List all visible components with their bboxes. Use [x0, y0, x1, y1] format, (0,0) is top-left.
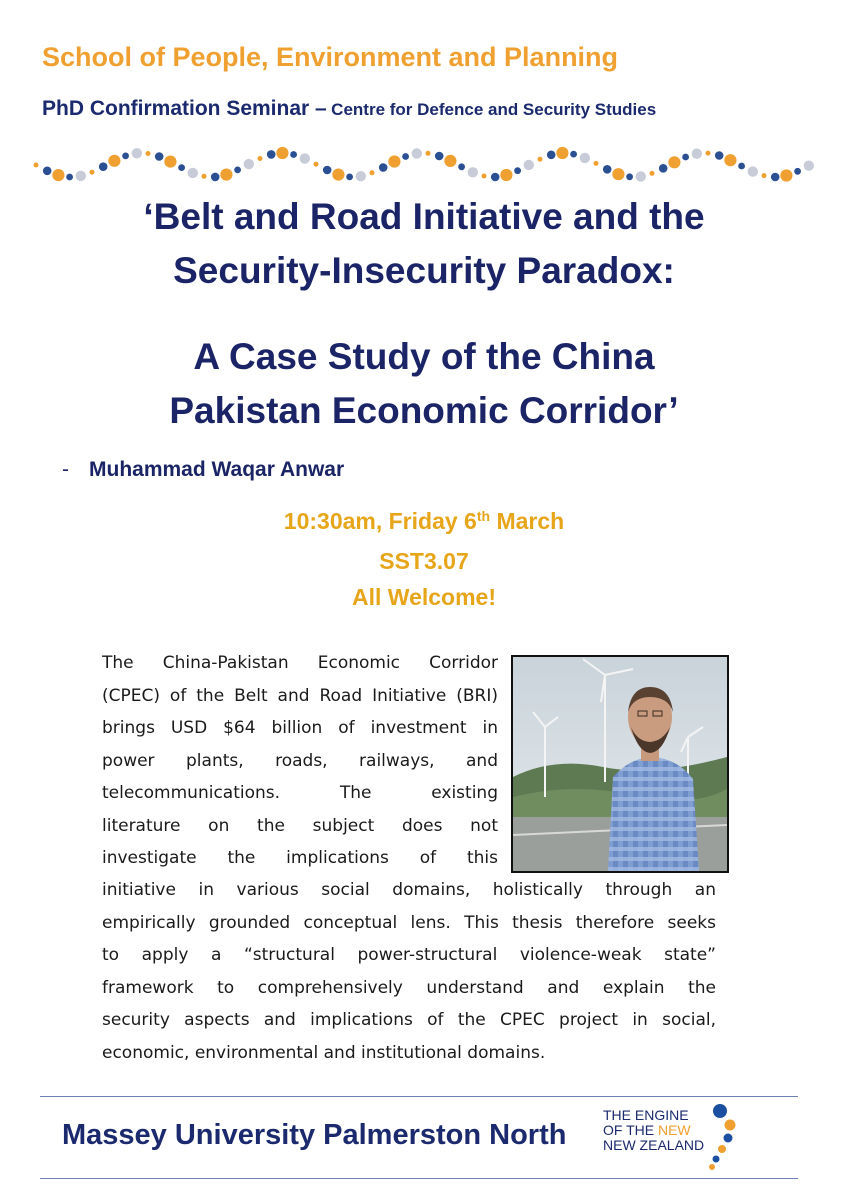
massey-logo-dots-icon	[700, 1103, 740, 1173]
abstract-line: economic, environmental and institutional domains.	[102, 1042, 546, 1063]
wave-dot	[547, 151, 556, 160]
event-time-day: 10:30am, Friday 6	[283, 508, 477, 534]
wave-dot	[762, 173, 767, 178]
decorative-dots-wave	[30, 140, 820, 190]
wave-dot	[482, 174, 487, 179]
seminar-title-part2	[30, 330, 818, 438]
abstract-line: brings USD $64 billion of investment in	[102, 718, 498, 738]
wave-dot	[66, 174, 73, 181]
wave-dot	[164, 156, 176, 168]
wave-dot	[794, 168, 801, 175]
wave-dot	[290, 151, 297, 158]
wave-dot	[132, 148, 142, 158]
wave-dot	[234, 167, 241, 174]
university-tagline	[603, 1108, 704, 1153]
wave-dot	[426, 151, 431, 156]
wave-dot	[650, 171, 655, 176]
wave-dot	[346, 174, 353, 181]
wave-dot	[668, 156, 680, 168]
title-line-1: ‘Belt and Road Initiative and the	[143, 196, 705, 237]
wave-dot	[211, 173, 220, 182]
abstract-line: security aspects and implications of the CPEC project in social,	[102, 1010, 716, 1030]
university-name: Massey University Palmerston North	[62, 1119, 567, 1151]
abstract-line: framework to comprehensively understand and explain the	[102, 977, 716, 998]
wave-dot	[491, 173, 500, 182]
wave-dot	[412, 148, 422, 158]
wave-dot	[444, 155, 456, 167]
wave-dot	[738, 163, 745, 170]
wave-dot	[780, 169, 792, 181]
wave-dot	[748, 166, 758, 176]
seminar-heading	[42, 97, 656, 121]
wave-dot	[323, 166, 332, 175]
wave-dot	[356, 171, 366, 181]
wave-dot	[468, 167, 478, 177]
wave-dot	[370, 170, 375, 175]
wave-dot	[314, 162, 319, 167]
wave-dot	[514, 167, 521, 174]
wave-dot	[594, 161, 599, 166]
wave-dot	[146, 151, 151, 156]
abstract-line: telecommunications. The existing	[102, 783, 498, 803]
wave-dot	[771, 173, 780, 182]
abstract-line: initiative in various social domains, holistically through an	[102, 880, 716, 900]
wave-dot	[99, 162, 108, 171]
school-name: School of People, Environment and Planning	[42, 42, 619, 72]
tagline-line-1: THE ENGINE	[603, 1107, 689, 1123]
wave-dot	[724, 154, 736, 166]
wave-dot	[388, 155, 400, 167]
wave-dot	[682, 154, 689, 161]
wave-dot	[692, 149, 702, 159]
abstract-top	[102, 647, 498, 875]
footer-divider-top	[40, 1096, 798, 1097]
wave-dot	[402, 153, 409, 160]
wave-dot	[258, 156, 263, 161]
wave-dot	[580, 153, 590, 163]
wave-dot	[43, 167, 52, 176]
seminar-centre: Centre for Defence and Security Studies	[331, 100, 657, 119]
wave-dot	[34, 163, 39, 168]
wave-dot	[244, 159, 254, 169]
wave-dot	[706, 151, 711, 156]
presenter-dash: -	[62, 458, 69, 481]
tagline-line-3: NEW ZEALAND	[603, 1137, 705, 1153]
wave-dot	[267, 150, 276, 159]
presenter-name: Muhammad Waqar Anwar	[89, 458, 345, 481]
abstract-line: power plants, roads, railways, and	[102, 750, 498, 771]
event-room: SST3.07	[379, 548, 469, 574]
event-day-suffix: th	[476, 508, 491, 524]
wave-dot	[636, 171, 646, 181]
seminar-title-part1	[30, 190, 818, 298]
wave-dot	[108, 155, 120, 167]
wave-dot	[659, 164, 668, 173]
wave-dot	[52, 169, 64, 181]
wave-dot	[524, 160, 534, 170]
abstract-line: investigate the implications of this	[102, 848, 498, 868]
wave-dot	[500, 169, 512, 181]
wave-dot	[332, 169, 344, 181]
speaker-photo-illustration	[513, 657, 727, 871]
wave-dot	[379, 163, 388, 172]
wave-dot	[178, 164, 185, 171]
wave-dot	[570, 151, 577, 158]
tagline-line-2a: OF THE	[603, 1122, 658, 1138]
abstract-line: empirically grounded conceptual lens. This thesis therefore seeks	[102, 912, 716, 933]
wave-dot	[300, 153, 310, 163]
title-line-3: A Case Study of the China	[193, 336, 655, 377]
abstract-line: (CPEC) of the Belt and Road Initiative (BRI)	[102, 685, 498, 706]
abstract-line: literature on the subject does not	[102, 815, 498, 836]
title-line-2: Security-Insecurity Paradox:	[173, 250, 675, 291]
wave-dot	[76, 171, 86, 181]
wave-dot	[556, 147, 568, 159]
abstract-line: The China-Pakistan Economic Corridor	[102, 653, 498, 673]
wave-dot	[188, 168, 198, 178]
tagline-line-2	[603, 1123, 704, 1138]
wave-dot	[538, 157, 543, 162]
event-welcome: All Welcome!	[352, 584, 496, 610]
event-month: March	[496, 508, 565, 534]
wave-dot	[276, 147, 288, 159]
presenter	[62, 458, 344, 482]
speaker-photo	[511, 655, 729, 873]
wave-dot	[202, 174, 207, 179]
wave-dot	[603, 165, 612, 174]
wave-dot	[90, 170, 95, 175]
wave-dot	[122, 153, 129, 160]
wave-dot	[612, 168, 624, 180]
wave-dot	[715, 151, 724, 160]
event-time	[0, 508, 848, 535]
abstract-line: to apply a “structural power-structural violence-weak state”	[102, 945, 716, 965]
wave-dot	[458, 163, 465, 170]
wave-dot	[220, 169, 232, 181]
wave-dot	[435, 152, 444, 161]
wave-dot	[626, 173, 633, 180]
title-line-4: Pakistan Economic Corridor’	[169, 390, 679, 431]
wave-dot	[155, 152, 164, 161]
abstract-bottom	[102, 874, 716, 1069]
tagline-new: NEW	[657, 1122, 691, 1138]
footer-divider-bottom	[40, 1178, 798, 1179]
seminar-type: PhD Confirmation Seminar –	[42, 97, 327, 120]
wave-dot	[804, 161, 814, 171]
